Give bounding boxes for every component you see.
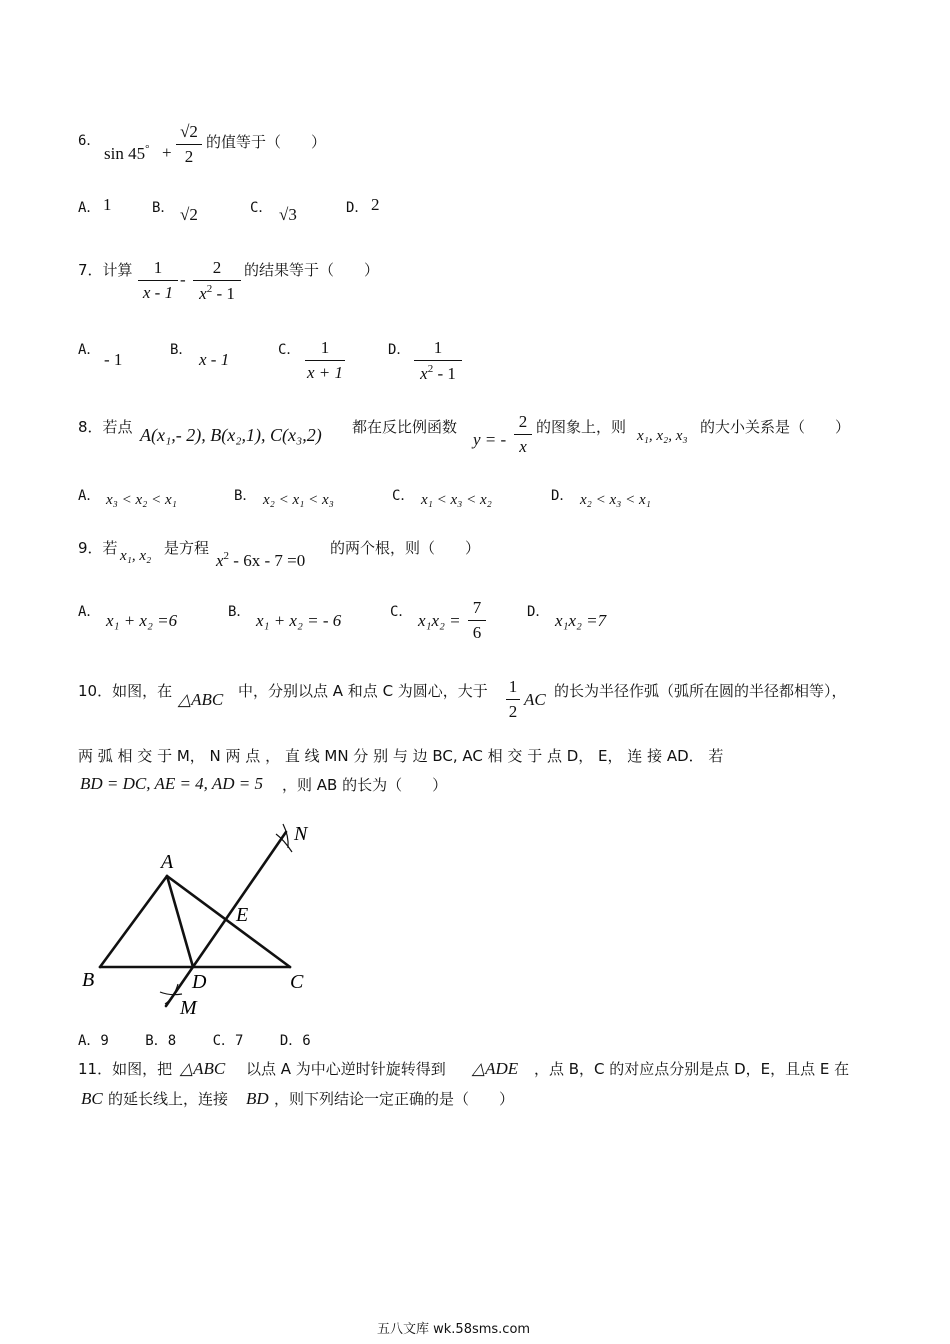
q7-option-c: 1 x + 1 bbox=[306, 338, 344, 382]
q11-line1-end: ，点 B，C 的对应点分别是点 D，E，且点 E 在 bbox=[534, 1060, 850, 1078]
q10-line2: 两 弧 相 交 于 M， N 两 点 ， 直 线 MN 分 别 与 边 BC, AC 相 交 于 点 D， E， 连 接 AD． 若 bbox=[78, 747, 724, 765]
q8-number: 8．若点 bbox=[78, 418, 133, 436]
label-m: M bbox=[180, 997, 197, 1019]
q9-option-c-fraction: 7 6 bbox=[468, 598, 486, 643]
label-b: B bbox=[82, 969, 95, 991]
q6-tail: 的值等于（ ） bbox=[206, 133, 327, 151]
q9-option-b: x₁ + x₂ = - 6 bbox=[256, 611, 342, 630]
q6-option-b: √2 bbox=[180, 205, 198, 224]
q10-line1-start: 10．如图，在 bbox=[78, 682, 173, 700]
q10-line3-tail: ，则 AB 的长为（ ） bbox=[282, 776, 448, 794]
q10-line1-mid: 中，分别以点 A 和点 C 为圆心，大于 bbox=[238, 682, 488, 700]
label-n: N bbox=[294, 823, 308, 845]
q6-option-a-label: A． bbox=[78, 200, 101, 216]
q7-number: 7．计算 bbox=[78, 261, 133, 279]
q9-mid: 是方程 bbox=[164, 539, 210, 557]
label-e: E bbox=[236, 904, 249, 926]
q6-option-a: 1 bbox=[103, 195, 112, 214]
q6-fraction: √2 2 bbox=[176, 122, 202, 167]
label-c: C bbox=[290, 971, 304, 993]
q6-option-c: √3 bbox=[279, 205, 297, 224]
q8-option-a-label: A． bbox=[78, 488, 101, 504]
q8-vars: x₁, x₂, x₃ bbox=[637, 428, 688, 444]
q8-option-c: x₁ < x₃ < x₂ bbox=[421, 492, 492, 508]
q10-line3-math: BD = DC, AE = 4, AD = 5 bbox=[80, 774, 264, 793]
q7-option-c-label: C． bbox=[278, 342, 301, 358]
q7-option-b: x - 1 bbox=[199, 350, 230, 369]
line-mn bbox=[166, 832, 286, 1006]
q10-ac: AC bbox=[524, 690, 546, 709]
q7-option-b-label: B． bbox=[170, 342, 193, 358]
q6-option-b-label: B． bbox=[152, 200, 175, 216]
q6-option-d: 2 bbox=[371, 195, 380, 214]
q11-triangle-ade: △ADE bbox=[472, 1059, 519, 1078]
q7-minus: - bbox=[180, 270, 186, 289]
q7-option-a-label: A． bbox=[78, 342, 101, 358]
q8-option-d-label: D． bbox=[551, 488, 574, 504]
q9-option-c-label: C． bbox=[390, 604, 413, 620]
footer-watermark: 五八文库 wk.58sms.com bbox=[377, 1322, 531, 1337]
q6-sin-expression: sin 45° bbox=[104, 143, 150, 163]
q9-number: 9．若 bbox=[78, 539, 118, 557]
q7-option-d: 1 $x^2 - 1$ bbox=[414, 338, 462, 384]
q11-line2-end: ，则下列结论一定正确的是（ ） bbox=[274, 1090, 515, 1108]
q9-vars: x₁, x₂ bbox=[120, 548, 152, 564]
q8-tail: 的大小关系是（ ） bbox=[700, 418, 851, 436]
q7-fraction-1: 1 x - 1 bbox=[138, 258, 178, 303]
q6-plus: + bbox=[162, 143, 172, 162]
q8-option-a: x₃ < x₂ < x₁ bbox=[106, 492, 177, 508]
q11-triangle-abc: △ABC bbox=[180, 1059, 226, 1078]
q11-line1-start: 11．如图，把 bbox=[78, 1060, 173, 1078]
q9-option-c-lhs: x₁x₂ = bbox=[418, 611, 461, 630]
q8-option-b: x₂ < x₁ < x₃ bbox=[263, 492, 334, 508]
q8-mid: 都在反比例函数 bbox=[352, 418, 458, 436]
q6-option-c-label: C． bbox=[250, 200, 273, 216]
q8-function-fraction: 2 x bbox=[514, 412, 532, 457]
q10-triangle: △ABC bbox=[178, 690, 224, 709]
q9-equation: $x^2 - 6x - 7 =0$ bbox=[216, 550, 306, 570]
segment-ad bbox=[167, 876, 193, 967]
q11-line1-mid: 以点 A 为中心逆时针旋转得到 bbox=[246, 1060, 446, 1078]
q9-tail: 的两个根，则（ ） bbox=[330, 539, 481, 557]
q11-bd: BD bbox=[246, 1089, 269, 1108]
q9-option-a: x₁ + x₂ =6 bbox=[106, 611, 178, 630]
q8-points: A(x₁,- 2), B(x₂,1), C(x₃,2) bbox=[140, 425, 322, 445]
q11-bc: BC bbox=[81, 1089, 103, 1108]
q10-options: A．9 B．8 C．7 D．6 bbox=[78, 1033, 311, 1049]
segment-ab bbox=[100, 876, 167, 967]
label-d: D bbox=[192, 971, 207, 993]
q7-option-a: - 1 bbox=[104, 350, 123, 369]
segment-ac bbox=[167, 876, 290, 967]
q11-line2-mid: 的延长线上，连接 bbox=[108, 1090, 229, 1108]
label-a: A bbox=[161, 851, 174, 873]
q8-option-d: x₂ < x₃ < x₁ bbox=[580, 492, 651, 508]
q8-option-b-label: B． bbox=[234, 488, 257, 504]
q7-option-d-label: D． bbox=[388, 342, 411, 358]
q7-fraction-2: 2 $x^2 - 1$ bbox=[193, 258, 241, 304]
q6-option-d-label: D． bbox=[346, 200, 369, 216]
q7-tail: 的结果等于（ ） bbox=[244, 261, 380, 279]
q9-option-a-label: A． bbox=[78, 604, 101, 620]
q9-option-d-label: D． bbox=[527, 604, 550, 620]
q10-half-fraction: 1 2 bbox=[506, 677, 520, 722]
q8-mid2: 的图象上，则 bbox=[536, 418, 627, 436]
q8-option-c-label: C． bbox=[392, 488, 415, 504]
q8-function-lhs: y = - bbox=[473, 430, 507, 449]
q9-option-b-label: B． bbox=[228, 604, 251, 620]
q9-option-d: x₁x₂ =7 bbox=[555, 611, 607, 630]
q10-line1-end: 的长为半径作弧（弧所在圆的半径都相等）， bbox=[554, 682, 847, 700]
q10-triangle-figure bbox=[70, 818, 330, 1023]
q6-number: 6． bbox=[78, 133, 101, 149]
